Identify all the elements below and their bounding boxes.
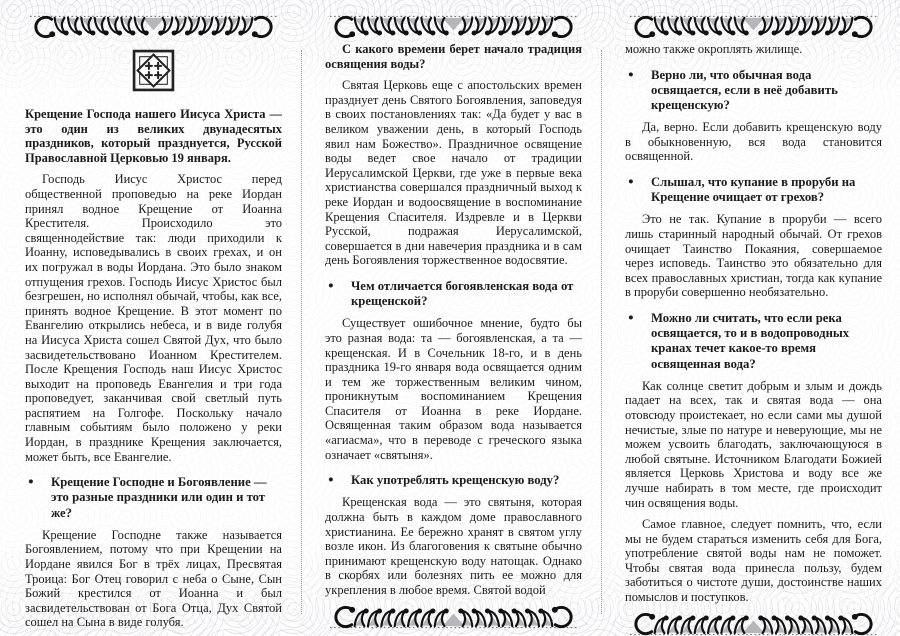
panel-3 [600,0,900,636]
scroll-border-top-icon [325,14,582,39]
paragraph: Да, верно. Если добавить крещенскую воду в обыкновенную, вся вода становится освященной. [625,120,882,164]
paragraph: Существует ошибочное мнение, будто бы это разная вода: та — богоявленская, а та — крещенская. И в Сочельник 18-го, и в день праздника 19-го января вода освящается одним и тем же торжественным великим чином, проникнутым воспоминанием Крещения Спасителя от Иоанна в реке Иордане. Освященная таким образом вода называется «агиасма», что в переводе с греческого языка означает «святыня». [325,316,582,462]
paragraph: Господь Иисус Христос перед общественной проповедью на реке Иордан принял водное Крещение от Иоанна Крестителя. Происходило это священнодействие так: люди приходили к Иоанну, исповедывались в своих грехах, и он их погружал в воды Иордана. Это было знаком отпущения грехов. Господь Иисус Христос был безгрешен, но исполнял обычай, чтобы, как все, принять водное Крещение. В этот момент по Евангелию открылись небеса, и в виде голубя на Иисуса Христа сошел Святой Дух, что было засвидетельствовано Иоанном Крестителем. После Крещения Господь наш Иисус Христос выходит на проповедь Евангелия и три года проповедует, заканчивая свой светлый путь распятием на Голгофе. Поскольку начало главным событиям было положено у реки Иордан, в празднике Крещения заключается, может быть, все Евангелие. [25,172,282,464]
fold-line-right [601,50,602,614]
fold-line-left [301,50,302,614]
bullet-icon: ● [328,280,334,291]
question-heading [625,311,882,372]
question-heading-text: Можно ли считать, что если река освящается, то и в водопроводных кранах течет какое-то время освященная вода? [651,310,850,371]
panel-2 [300,0,600,636]
bullet-icon: ● [28,477,34,488]
question-heading-text: Крещение Господне и Богоявление — это разные праздники или один и тот же? [51,475,267,520]
scroll-border-top-icon [625,14,882,39]
bullet-icon: ● [628,176,634,187]
scroll-border-bottom-icon [325,605,582,630]
scroll-border-bottom-icon [625,612,882,636]
question-heading-text: Слышал, что купание в проруби на Крещение очищает от грехов? [651,174,856,205]
intro-paragraph: Крещение Господа нашего Иисуса Христа — это один из великих двунадесятых праздников, который празднуется, Русской Православной Церковью 19 января. [25,107,282,165]
question-heading-text: Верно ли, что обычная вода освящается, если в неё добавить крещенскую? [651,67,838,112]
question-heading [325,473,582,488]
question-heading [625,68,882,114]
question-heading [25,475,282,521]
paragraph: можно также окроплять жилище. [625,42,803,56]
paragraph: Крещенская вода — это святыня, которая должна быть в каждом доме православного христианина. Ее бережно хранят в святом углу возле икон. Из благоговения к святыне обычно принимают крещенскую воду натощак. Однако в скорбях или болезнях пить ее можно для укрепления в любое время. Святой водой [325,495,582,598]
scroll-border-top-icon [25,14,282,39]
question-heading-text: Как употреблять крещенскую воду? [351,473,560,488]
square-cross-ornament-icon [131,48,176,93]
paragraph: Крещение Господне также называется Богоявлением, потому что при Крещении на Иордане явился Бог в трёх лицах, Пресвятая Троица: Бог Отец говорил с неба о Сыне, Сын Божий крестился от Иоанна и был засвидетельствован от Бога Отца, Дух Святой сошел на Сына в виде голубя. [25,527,282,630]
bullet-icon: ● [628,69,634,80]
panel-1 [0,0,300,636]
question-heading [325,279,582,309]
paragraph: Это не так. Купание в проруби — всего лишь старинный народный обычай. От грехов очищает Таинство Покаяния, совершаемое через исповедь. Таинство это обязательно для всех православных христиан, тогда как купание в проруби совершенно необязательно. [625,212,882,300]
question-heading-text: Чем отличается богоявленская вода от крещенской? [351,278,574,309]
question-heading [625,175,882,205]
bullet-icon: ● [628,312,634,323]
paragraph: Святая Церковь еще с апостольских времен празднует день Святого Богоявления, заповедуя в своих постановлениях так: «Да будет у вас в великом уважении день, в который Господь явил нам Божество». Праздничное освящение воды ведет свое начало от традиции Иерусалимской Церкви, где уже в первые века христианства совершался праздничный выход к реке Иордан и водоосвящение в воспоминание Крещения Спасителя. Издревле и в Церкви Русской, подражая Иерусалимской, совершается в дни навечерия праздника и в сам день Богоявления торжественное водосвятие. [325,78,582,268]
ornament-wrap [25,48,282,98]
bullet-icon: ● [328,475,334,486]
section-heading: С какого времени берет начало традиция освящения воды? [325,42,582,71]
paragraph: Как солнце светит добрым и злым и дождь падает на всех, так и святая вода — она отовсюду проистекает, но если сами мы душой нечистые, злые по натуре и неверующие, мы не можем усвоить благодать, заключающуюся в любой святыне. Источником Благодати Божией является Церковь Христова и воду все же лучше набирать в том месте, где происходит чин освящения воды. [625,378,882,510]
paragraph: Самое главное, следует помнить, что, если мы не будем стараться изменить себя для Бога, употребление святой воды нам не поможет. Чтобы святая вода принесла пользу, будем заботиться о чистоте души, достоинстве наших помыслов и поступков. [625,517,882,605]
